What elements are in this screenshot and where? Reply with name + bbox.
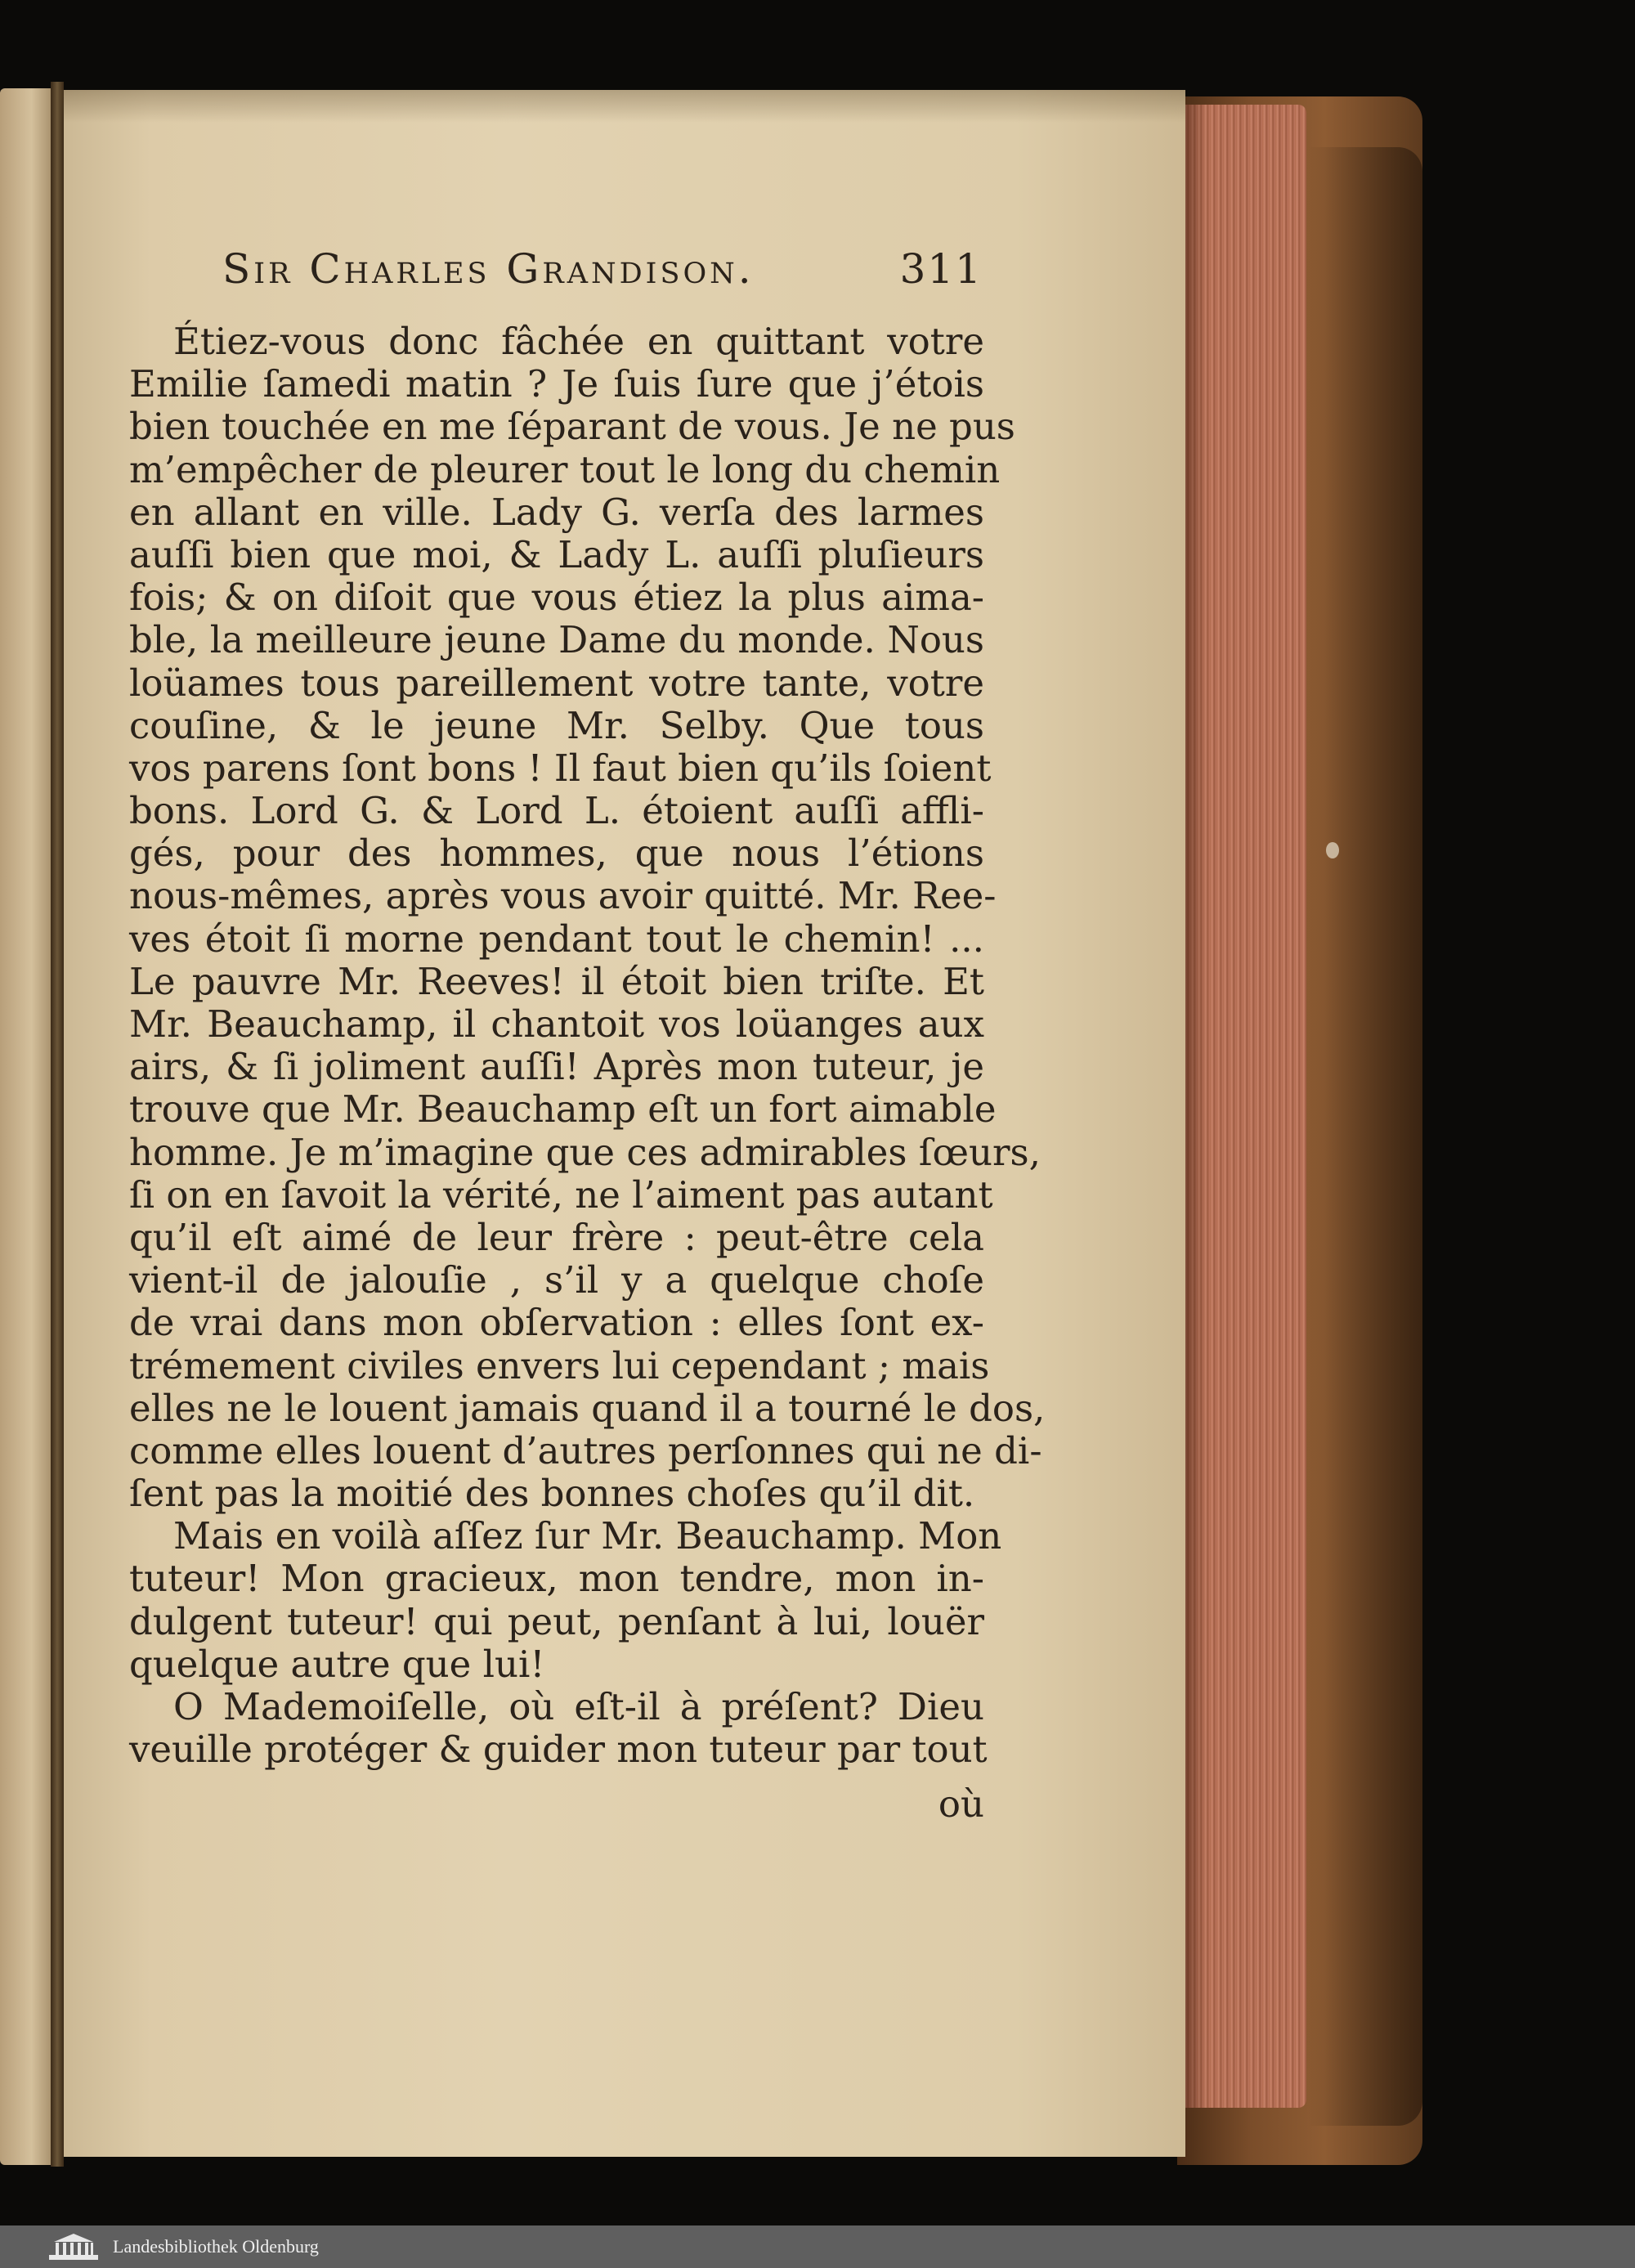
text-line: gés, pour des hommes, que nous l’étions xyxy=(129,831,984,876)
text-line: Mais en voilà aſſez ſur Mr. Beauchamp. Mon xyxy=(173,1514,1002,1558)
text-line: de vrai dans mon obſervation : elles ſont ex- xyxy=(129,1301,984,1345)
text-line: vient-il de jalouſie , s’il y a quelque choſe xyxy=(129,1258,984,1302)
library-name: Landesbibliothek Oldenburg xyxy=(113,2236,319,2257)
text-line: Le pauvre Mr. Reeves! il étoit bien triſte. Et xyxy=(129,959,984,1003)
catchword: où xyxy=(938,1782,984,1826)
text-line: airs, & ſi joliment auſſi! Après mon tuteur, je xyxy=(129,1045,984,1089)
text-line: homme. Je m’imagine que ces admirables ſœurs, xyxy=(129,1130,1041,1174)
text-line: quelque autre que lui! xyxy=(129,1642,545,1686)
book-gutter xyxy=(51,82,64,2167)
body-text xyxy=(129,320,1046,1772)
text-line: dulgent tuteur! qui peut, penſant à lui, louër xyxy=(129,1599,984,1643)
text-line: Emilie ſamedi matin ? Je ſuis ſure que j’étois xyxy=(129,362,984,406)
text-line: couſine, & le jeune Mr. Selby. Que tous xyxy=(129,703,984,747)
text-line: m’empêcher de pleurer tout le long du chemin xyxy=(129,447,1001,491)
text-line: ves étoit ſi morne pendant tout le chemin! ... xyxy=(129,917,984,961)
text-line: loüames tous pareillement votre tante, votre xyxy=(129,661,984,705)
text-line: bien touchée en me ſéparant de vous. Je ne pus xyxy=(129,405,1015,449)
text-line: trouve que Mr. Beauchamp eſt un fort aimable xyxy=(129,1087,997,1132)
text-line: trémement civiles envers lui cependant ; mais xyxy=(129,1343,990,1387)
text-line: ble, la meilleure jeune Dame du monde. Nous xyxy=(129,618,984,662)
text-line: ſent pas la moitié des bonnes choſes qu’il dit. xyxy=(129,1472,975,1516)
text-line: comme elles louent d’autres perſonnes qui ne di- xyxy=(129,1428,1042,1472)
text-line: O Mademoiſelle, où eſt-il à préſent? Dieu xyxy=(173,1685,984,1728)
cover-hole xyxy=(1326,842,1339,858)
left-page-edge xyxy=(0,88,57,2165)
page-top-shadow xyxy=(60,90,1185,123)
text-line: tuteur! Mon gracieux, mon tendre, mon in- xyxy=(129,1557,984,1601)
page-number: 311 xyxy=(899,245,983,293)
text-line: bons. Lord G. & Lord L. étoient auſſi affli- xyxy=(129,789,984,833)
text-line: Mr. Beauchamp, il chantoit vos loüanges aux xyxy=(129,1002,984,1046)
text-line: ſi on en ſavoit la vérité, ne l’aiment pas autant xyxy=(129,1172,993,1217)
text-line: Étiez-vous donc fâchée en quittant votre xyxy=(173,320,984,363)
text-line: auſſi bien que moi, & Lady L. auſſi pluſieurs xyxy=(129,532,984,576)
library-building-icon xyxy=(47,2230,100,2263)
text-line: veuille protéger & guider mon tuteur par tout xyxy=(129,1728,988,1772)
running-head xyxy=(222,245,983,311)
page-edges-shadow xyxy=(1184,105,1207,2108)
text-line: en allant en ville. Lady G. verſa des larmes xyxy=(129,490,984,534)
text-line: vos parens ſont bons ! Il faut bien qu’ils ſoient xyxy=(129,746,992,790)
text-line: qu’il eſt aimé de leur frère : peut-être cela xyxy=(129,1215,984,1259)
cover-shadow xyxy=(1308,147,1422,2126)
text-line: nous-mêmes, après vous avoir quitté. Mr. Ree- xyxy=(129,874,997,918)
text-line: fois; & on diſoit que vous étiez la plus aima- xyxy=(129,576,984,620)
running-head-title: Sir Charles Grandison. xyxy=(222,245,755,293)
footer-bar xyxy=(0,2225,1635,2268)
text-line: elles ne le louent jamais quand il a tourné le dos, xyxy=(129,1386,1046,1430)
